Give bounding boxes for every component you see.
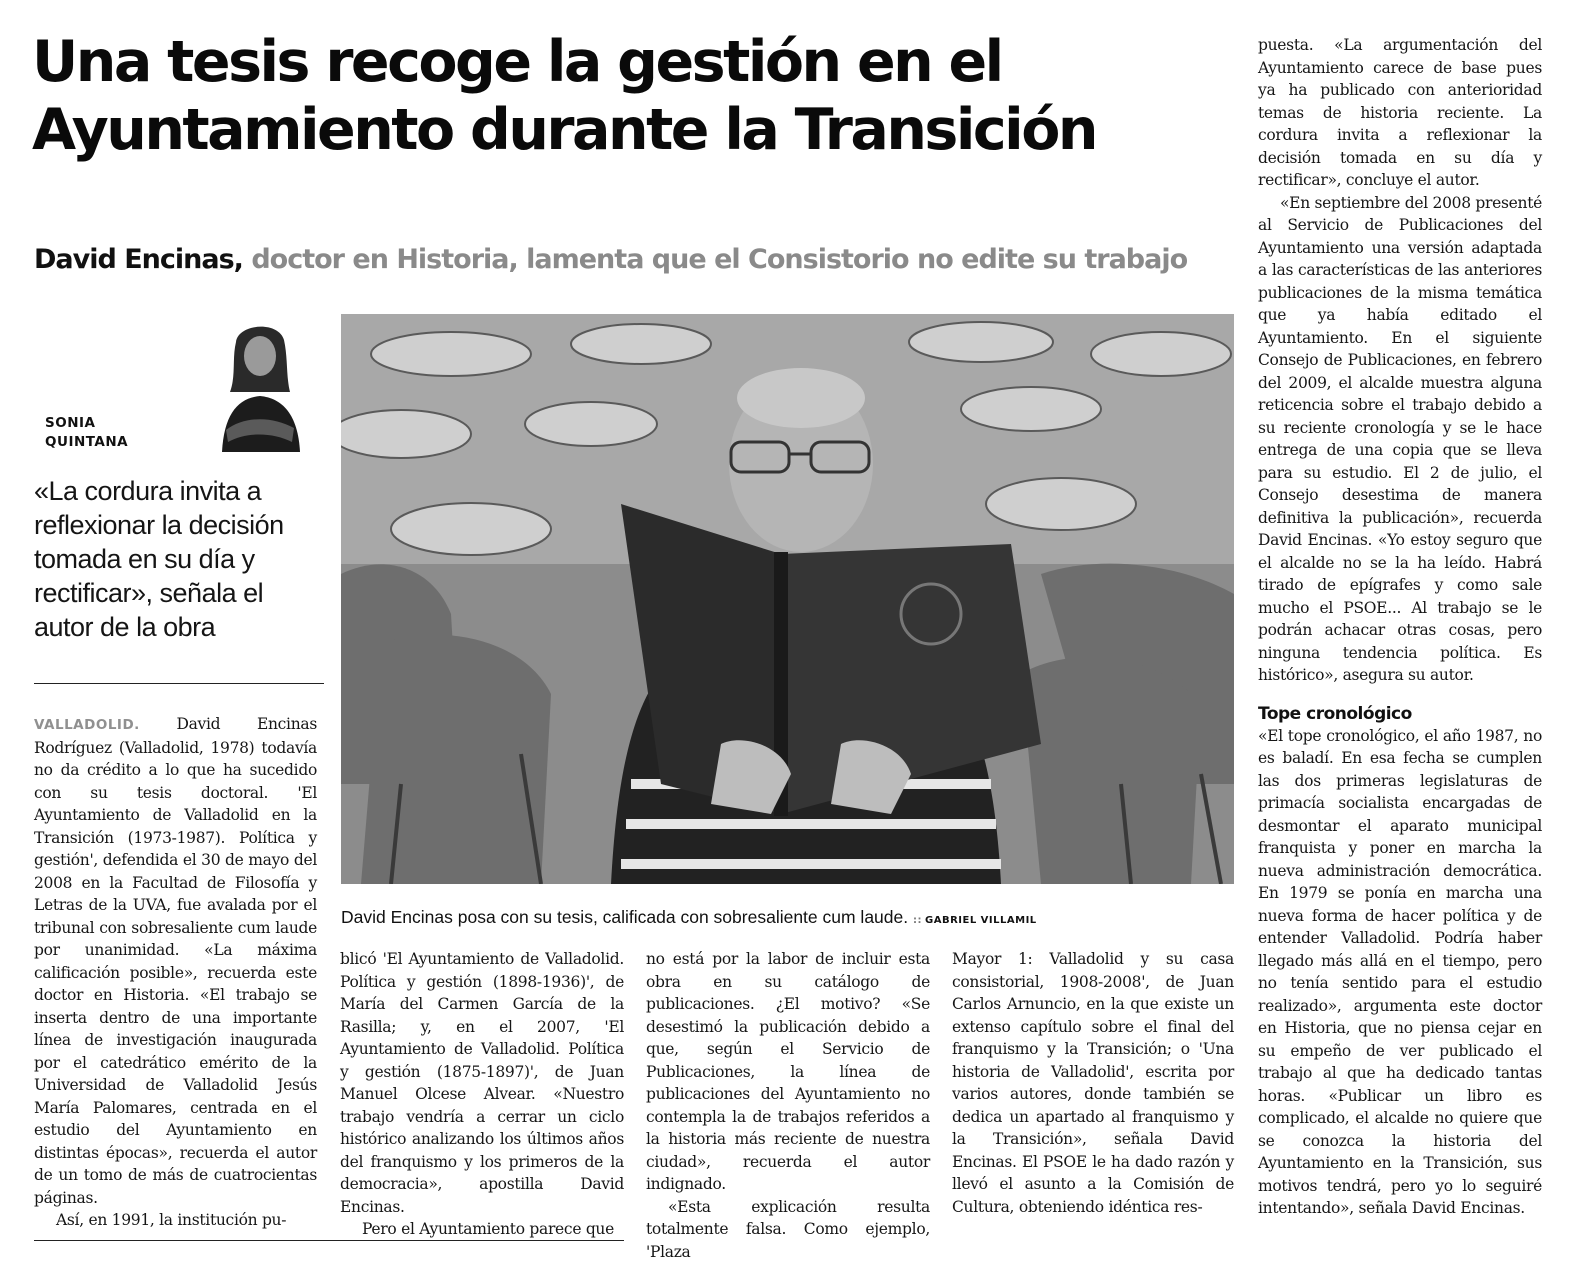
author-portrait [216,318,304,452]
article-column-3 [646,948,930,1263]
caption-text: David Encinas posa con su tesis, calificada con sobresaliente cum laude. [341,907,908,927]
col4-paragraph-1: Mayor 1: Valladolid y su casa consistorial, 1908-2008', de Juan Carlos Arnuncio, en la que existe un extenso capítulo sobre el final del franquismo y la Transición; o 'Una historia de Valladolid', escrita por varios autores, donde también se dedica un apartado al franquismo y la Transición», señala David Encinas. El PSOE le ha dado razón y llevó el asunto a la Comisión de Cultura, obteniendo idéntica res- [952,948,1234,1218]
col2-paragraph-1: blicó 'El Ayuntamiento de Valladolid. Política y gestión (1898-1936)', de María del Carmen García de la Rasilla; y, en el 2007, 'El Ayuntamiento de Valladolid. Política y gestión (1875-1897)', de Juan Manuel Olcese Alvear. «Nuestro trabajo vendría a cerrar un ciclo histórico analizando los últimos años del franquismo y los primeros de la democracia», apostilla David Encinas. [340,948,624,1218]
bottom-rule [34,1240,624,1241]
author-byline [45,414,128,452]
col1-paragraph-2: Así, en 1991, la institución pu- [34,1209,317,1232]
author-first-name: SONIA [45,414,128,433]
article-column-5 [1258,34,1542,1220]
pull-quote-rule [34,683,324,684]
col1-text-1: David Encinas Rodríguez (Valladolid, 1978) todavía no da crédito a lo que ha sucedido con su tesis doctoral. 'El Ayuntamiento de Valladolid en la Transición (1973-1987). Política y gestión', defendida el 30 de mayo del 2008 en la Facultad de Filosofía y Letras de la UVA, fue avalada por el tribunal con sobresaliente cum laude por unanimidad. «La máxima calificación posible», recuerda este doctor en Historia. «El trabajo se inserta dentro de una importante línea de investigación inaugurada por el catedrático emérito de la Universidad de Valladolid Jesús María Palomares, centrada en el estudio del Ayuntamiento en distintas épocas», recuerda el autor de un tomo de más de cuatrocientas páginas. [34,715,317,1207]
col5-paragraph-2: «En septiembre del 2008 presenté al Servicio de Publicaciones del Ayuntamiento una versión adaptada a las características de las anteriores publicaciones de la misma temática que ya había editado el Ayuntamiento. En el siguiente Consejo de Publicaciones, en febrero del 2009, el alcalde muestra alguna reticencia sobre el trabajo debido a su reciente cronología y se le hace entrega de una copia que se lleva para su estudio. El 2 de julio, el Consejo desestima de manera definitiva la publicación», recuerda David Encinas. «Yo estoy seguro que el alcalde no se la ha leído. Habrá tirado de epígrafes y como sale mucho el PSOE... Al trabajo se le podrán achacar otras cosas, pero ninguna tendencia política. Es histórico», asegura su autor. [1258,192,1542,687]
subheadline-rest: doctor en Historia, lamenta que el Consistorio no edite su trabajo [251,244,1187,275]
credit-name: GABRIEL VILLAMIL [925,915,1037,926]
col2-paragraph-2: Pero el Ayuntamiento parece que [340,1218,624,1241]
article-column-1 [34,713,317,1232]
col3-paragraph-1: no está por la labor de incluir esta obra en su catálogo de publicaciones. ¿El motivo? «Se desestimó la publicación debido a que, según el Servicio de Publicaciones, la línea de publicaciones del Ayuntamiento no contempla la de trabajos referidos a la historia más reciente de nuestra ciudad», recuerda el autor indignado. [646,948,930,1196]
subheadline-name: David Encinas, [34,244,243,275]
photo-caption [341,907,1231,928]
author-last-name: QUINTANA [45,433,128,452]
pull-quote: «La cordura invita a reflexionar la decisión tomada en su día y rectificar», señala el autor de la obra [34,474,324,644]
col1-paragraph-1 [34,713,317,1209]
photo-credit [913,915,1037,926]
section-title: Tope cronológico [1258,703,1542,725]
subheadline [34,244,1234,275]
col3-paragraph-2: «Esta explicación resulta totalmente falsa. Como ejemplo, 'Plaza [646,1196,930,1263]
headline: Una tesis recoge la gestión en el Ayuntamiento durante la Transición [32,28,1222,164]
main-photo [341,314,1234,884]
article-column-4 [952,948,1234,1218]
dateline: VALLADOLID. [34,717,140,733]
credit-mark: :: [913,915,922,926]
article-column-2 [340,948,624,1241]
col5-paragraph-3: «El tope cronológico, el año 1987, no es baladí. En esa fecha se cumplen las dos primeras legislaturas de primacía socialista encargadas de desmontar el aparato municipal franquista y poner en marcha la nueva administración democrática. En 1979 se ponía en marcha una nueva forma de hacer política y de entender Valladolid. Podría haber llegado más allá en el tiempo, pero no tenía sentido para el estudio realizado», argumenta este doctor en Historia, que no piensa cejar en su empeño de ver publicado el trabajo al que ha dedicado tantas horas. «Publicar un libro es complicado, el alcalde no quiere que se conozca la historia del Ayuntamiento en la Transición, sus motivos tendrá, pero yo lo seguiré intentando», señala David Encinas. [1258,725,1542,1220]
col5-paragraph-1: puesta. «La argumentación del Ayuntamiento carece de base pues ya ha publicado con anterioridad temas de historia reciente. La cordura invita a reflexionar la decisión tomada en su día y rectificar», concluye el autor. [1258,34,1542,192]
